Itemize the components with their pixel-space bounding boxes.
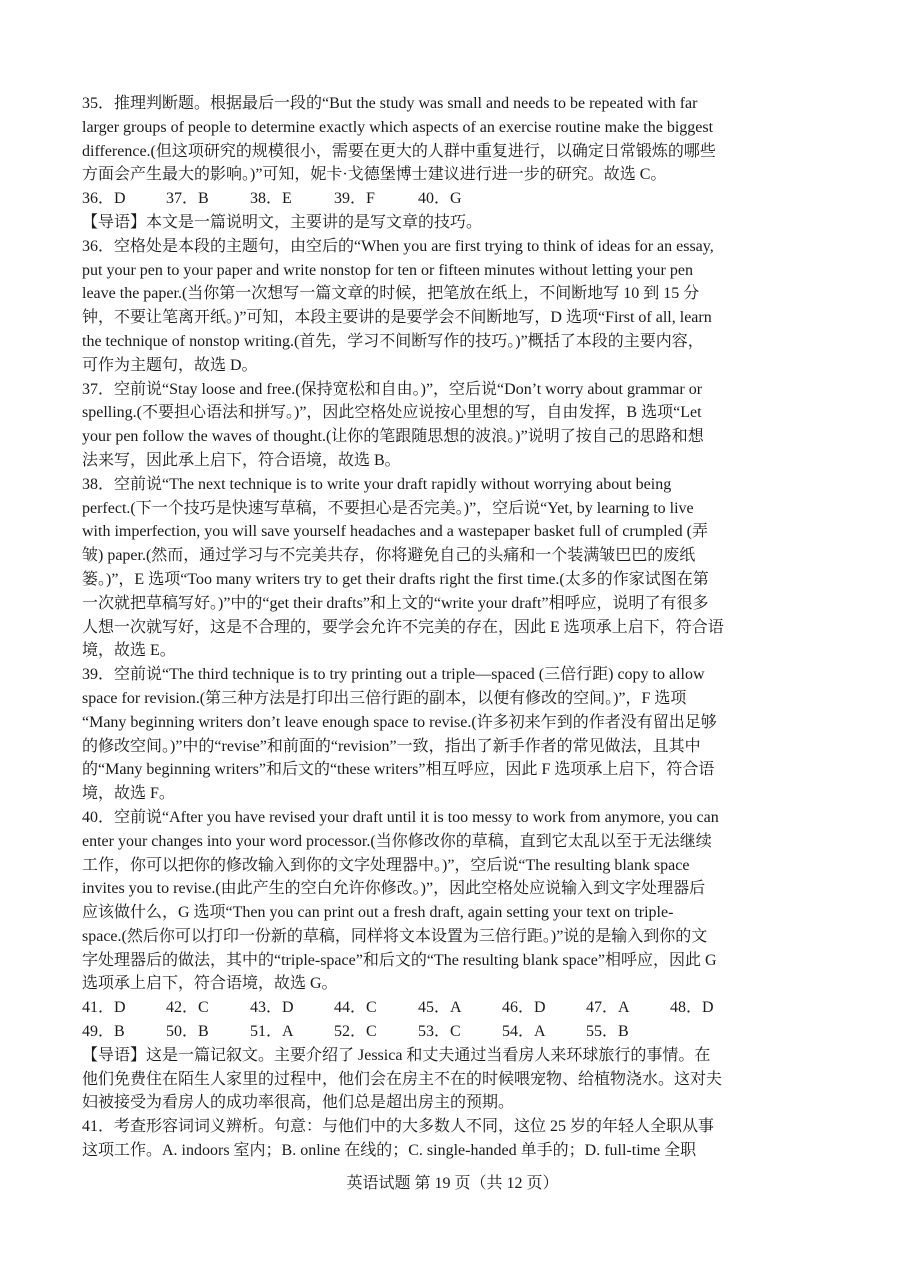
text-line: 境，故选 E。 — [82, 642, 176, 660]
text-line: 可作为主题句，故选 D。 — [82, 356, 258, 374]
answer-item: 37．B — [166, 190, 209, 208]
text-line: 皱) paper.(然而，通过学习与不完美共存，你将避免自己的头痛和一个装满皱巴巴的废纸 — [82, 547, 696, 565]
text-line: perfect.(下一个技巧是快速写草稿，不要担心是否完美。)”，空后说“Yet, by learning to live — [82, 499, 694, 517]
answer-item: 44．C — [334, 999, 377, 1017]
text-block — [82, 211, 822, 235]
answer-row — [82, 187, 822, 211]
text-line: 工作，你可以把你的修改输入到你的文字处理器中。)”，空后说“The resulting blank space — [82, 856, 690, 874]
text-block — [82, 663, 822, 806]
text-line: 一次就把草稿写好。)”中的“get their drafts”和上文的“write your draft”相呼应，说明了有很多 — [82, 594, 709, 612]
text-line: leave the paper.(当你第一次想写一篇文章的时候，把笔放在纸上，不间断地写 10 到 15 分 — [82, 285, 700, 303]
text-line: 的修改空间。)”中的“revise”和前面的“revision”一致，指出了新手作者的常见做法，且其中 — [82, 737, 701, 755]
text-line: 妇被接受为看房人的成功率很高，他们总是超出房主的预期。 — [82, 1094, 515, 1112]
answer-item: 42．C — [166, 999, 209, 1017]
answer-key-page — [82, 92, 822, 1163]
text-line: put your pen to your paper and write nonstop for ten or fifteen minutes without letting your pen — [82, 261, 693, 279]
answer-item: 43．D — [250, 999, 294, 1017]
text-line: difference.(但这项研究的规模很小，需要在更大的人群中重复进行，以确定日常锻炼的哪些 — [82, 142, 716, 160]
text-block — [82, 1115, 822, 1163]
text-line: 41．考查形容词词义辨析。句意：与他们中的大多数人不同，这位 25 岁的年轻人全职从事 — [82, 1118, 715, 1136]
text-line: larger groups of people to determine exactly which aspects of an exercise routine make the biggest — [82, 118, 714, 136]
text-line: with imperfection, you will save yourself headaches and a wastepaper basket full of crumpled (弄 — [82, 523, 709, 541]
answer-row — [82, 996, 822, 1020]
text-line: 钟，不要让笔离开纸。)”可知，本段主要讲的是要学会不间断地写，D 选项“First of all, learn — [82, 309, 712, 327]
text-line: 应该做什么，G 选项“Then you can print out a fresh draft, again setting your text on triple- — [82, 904, 674, 922]
text-line: “Many beginning writers don’t leave enough space to revise.(许多初来乍到的作者没有留出足够 — [82, 713, 717, 731]
text-line: 方面会产生最大的影响。)”可知，妮卡·戈德堡博士建议进行进一步的研究。故选 C。 — [82, 166, 667, 184]
text-line: 【导语】这是一篇记叙文。主要介绍了 Jessica 和丈夫通过当看房人来环球旅行的事情。在 — [82, 1046, 711, 1064]
text-line: 36．空格处是本段的主题句，由空后的“When you are first trying to think of ideas for an essay, — [82, 237, 714, 255]
answer-item: 55．B — [586, 1023, 629, 1041]
answer-item: 39．F — [334, 190, 375, 208]
text-line: enter your changes into your word processor.(当你修改你的草稿，直到它太乱以至于无法继续 — [82, 832, 712, 850]
answer-item: 50．B — [166, 1023, 209, 1041]
answer-item: 46．D — [502, 999, 546, 1017]
text-line: 35．推理判断题。根据最后一段的“But the study was small and needs to be repeated with far — [82, 95, 698, 112]
answer-item: 36．D — [82, 190, 126, 208]
answer-item: 47．A — [586, 999, 630, 1017]
text-line: 【导语】本文是一篇说明文，主要讲的是写文章的技巧。 — [82, 213, 483, 231]
page-footer: 英语试题 第 19 页（共 12 页） — [346, 1175, 559, 1192]
text-line: space for revision.(第三种方法是打印出三倍行距的副本，以便有修改的空间。)”，F 选项 — [82, 689, 687, 707]
answer-item: 41．D — [82, 999, 126, 1017]
text-line: 境，故选 F。 — [82, 785, 175, 803]
text-line: space.(然后你可以打印一份新的草稿，同样将文本设置为三倍行距。)”说的是输入到你的文 — [82, 927, 708, 945]
text-line: 的“Many beginning writers”和后文的“these writers”相互呼应，因此 F 选项承上启下，符合语 — [82, 761, 715, 779]
answer-item: 49．B — [82, 1023, 125, 1041]
text-line: 39．空前说“The third technique is to try printing out a triple—spaced (三倍行距) copy to allow — [82, 666, 705, 684]
text-line: 38．空前说“The next technique is to write your draft rapidly without worrying about being — [82, 475, 672, 493]
answer-item: 52．C — [334, 1023, 377, 1041]
text-line: 法来写，因此承上启下，符合语境，故选 B。 — [82, 451, 401, 469]
text-line: 37．空前说“Stay loose and free.(保持宽松和自由。)”，空后说“Don’t worry about grammar or — [82, 380, 703, 398]
text-line: 选项承上启下，符合语境，故选 G。 — [82, 975, 338, 993]
text-block — [82, 378, 822, 473]
answer-item: 38．E — [250, 190, 292, 208]
text-line: 篓。)”，E 选项“Too many writers try to get their drafts right the first time.(太多的作家试图在第 — [82, 570, 709, 588]
text-block — [82, 235, 822, 378]
text-line: 40．空前说“After you have revised your draft until it is too messy to work from anymore, you can — [82, 808, 719, 826]
answer-item: 40．G — [418, 190, 462, 208]
text-line: the technique of nonstop writing.(首先，学习不间断写作的技巧。)”概括了本段的主要内容， — [82, 332, 704, 350]
text-line: 这项工作。A. indoors 室内；B. online 在线的；C. single-handed 单手的；D. full-time 全职 — [82, 1142, 697, 1160]
answer-item: 53．C — [418, 1023, 461, 1041]
text-line: 人想一次就写好，这是不合理的，要学会允许不完美的存在，因此 E 选项承上启下，符合语 — [82, 618, 724, 636]
text-block — [82, 1044, 822, 1115]
text-line: invites you to revise.(由此产生的空白允许你修改。)”，因此空格处应说输入到文字处理器后 — [82, 880, 706, 898]
answer-item: 51．A — [250, 1023, 294, 1041]
text-line: your pen follow the waves of thought.(让你的笔跟随思想的波浪。)”说明了按自己的思路和想 — [82, 428, 704, 446]
text-block — [82, 92, 822, 187]
answer-item: 54．A — [502, 1023, 546, 1041]
answer-item: 45．A — [418, 999, 462, 1017]
text-line: spelling.(不要担心语法和拼写。)”，因此空格处应说按心里想的写，自由发挥，B 选项“Let — [82, 404, 702, 422]
answer-row — [82, 1020, 822, 1044]
text-line: 字处理器后的做法，其中的“triple-space”和后文的“The resulting blank space”相呼应，因此 G — [82, 951, 717, 969]
text-line: 他们免费住在陌生人家里的过程中，他们会在房主不在的时候喂宠物、给植物浇水。这对夫 — [82, 1070, 723, 1088]
text-block — [82, 473, 822, 663]
answer-item: 48．D — [670, 999, 714, 1017]
text-block — [82, 806, 822, 996]
